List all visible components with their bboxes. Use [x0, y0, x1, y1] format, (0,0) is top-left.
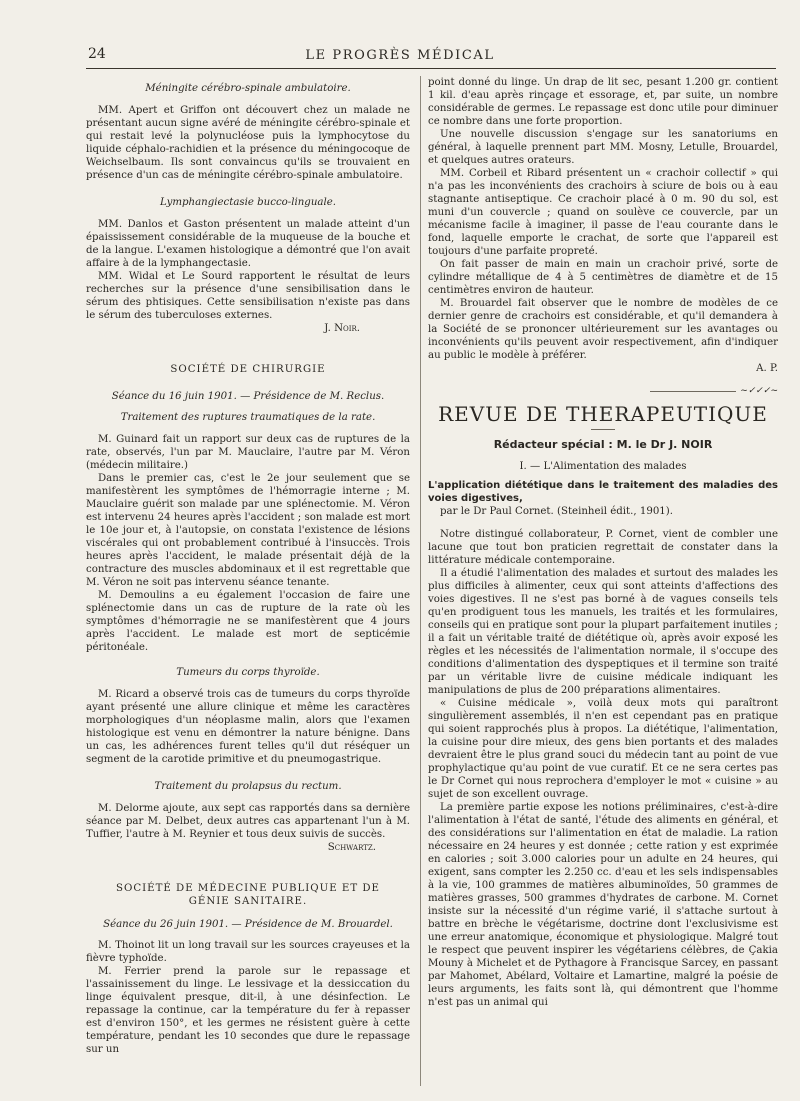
paragraph: M. Demoulins a eu également l'occasion de faire une splénectomie dans un cas de rupture de la rate où les symptômes d'hémorragie ne se manifestèrent que 4 jours après l'accident. Le malade est mort de septicémie péritonéale.	[86, 590, 410, 653]
left-column	[86, 76, 410, 1056]
signature: Schwartz.	[327, 842, 376, 853]
paragraph: point donné du linge. Un drap de lit sec, pesant 1.200 gr. contient 1 kil. d'eau après rinçage et essorage, et, par suite, un nombre considérable de germes. Le repassage est donc utile pour diminuer ce nombre dans une forte proportion.	[428, 77, 778, 127]
paragraph: M. Guinard fait un rapport sur deux cas de ruptures de la rate, observés, l'un par M. Mauclaire, l'autre par M. Véron (médecin militaire.)	[86, 434, 410, 471]
book-reference: par le Dr Paul Cornet. (Steinheil édit., 1901).	[440, 506, 673, 517]
section-heading: I. — L'Alimentation des malades	[519, 461, 687, 472]
paragraph: MM. Apert et Griffon ont découvert chez un malade ne présentant aucun signe avéré de méningite cérébro-spinale et qui restait levé la polynucléose puis la lymphocytose du liquide céphalo-rachidien et la présence du méningocoque de Weichselbaum. Ils sont convaincus qu'ils se trouvaient en présence d'un cas de méningite cérébro-spinale ambulatoire.	[86, 105, 410, 181]
section-title: Méningite cérébro-spinale ambulatoire.	[145, 83, 351, 94]
section-title: Tumeurs du corps thyroïde.	[176, 667, 320, 678]
society-title: SOCIÉTÉ DE MÉDECINE PUBLIQUE ET DE	[115, 883, 380, 894]
section-title: Traitement des ruptures traumatiques de la rate.	[120, 412, 376, 423]
paragraph: La première partie expose les notions préliminaires, c'est-à-dire l'alimentation à l'état de santé, l'étude des aliments en général, et des considérations sur l'alimentation en état de maladie. La ration nécessaire en 24 heures y est donnée ; cette ration y est exprimée en calories ; soit 3.000 calories pour un adulte en 24 heures, qui exigent, sans compter les 2.250 cc. d'eau et les sels indispensables à la vie, 100 grammes de matières albuminoïdes, 50 grammes de matières grasses, 500 grammes d'hydrates de carbone. M. Cornet insiste sur la nécessité d'un régime varié, il s'attache surtout à battre en brèche le végétarisme, doctrine dont l'exclusivisme est une erreur anatomique, économique et physiologique. Malgré tout le respect que peuvent inspirer les végétariens célèbres, de Çakia Mouny à Michelet et de Pythagore à Francisque Sarcey, en passant par Mahomet, Abélard, Voltaire et Lamartine, malgré la poésie de leurs arguments, les faits sont là, qui démontrent que l'homme n'est pas un animal qui	[428, 802, 778, 1008]
paragraph: MM. Corbeil et Ribard présentent un « crachoir collectif » qui n'a pas les inconvénients des crachoirs à sciure de bois ou à eau stagnante antiseptique. Ce crachoir placé à 0 m. 90 du sol, est muni d'un couvercle ; quand on soulève ce couvercle, par un mécanisme facile à imaginer, il passe de l'eau courante dans le fond, laquelle emporte le crachat, de sorte que l'appareil est toujours d'une parfaite propreté.	[428, 168, 778, 257]
section-title: Lymphangiectasie bucco-linguale.	[160, 197, 336, 208]
column-divider	[420, 76, 421, 1086]
section-separator: ~✓✓✓~	[428, 385, 778, 398]
paragraph: MM. Danlos et Gaston présentent un malade atteint d'un épaississement considérable de la muqueuse de la bouche et de la langue. L'examen histologique a démontré que l'on avait affaire à de la lymphangectasie.	[86, 219, 410, 269]
paragraph: Une nouvelle discussion s'engage sur les sanatoriums en général, à laquelle prennent part MM. Mosny, Letulle, Brouardel, et quelques autres orateurs.	[428, 129, 778, 166]
society-title: SOCIÉTÉ DE CHIRURGIE	[170, 364, 326, 375]
signature: A. P.	[756, 363, 778, 374]
seance-line: Séance du 16 juin 1901. — Présidence de M. Reclus.	[111, 391, 385, 402]
revue-title: REVUE DE THERAPEUTIQUE	[438, 402, 768, 426]
paragraph: Il a étudié l'alimentation des malades et surtout des malades les plus difficiles à alimenter, ceux qui sont atteints d'affections des voies digestives. Il ne s'est pas borné à de vagues conseils tels qu'en prodiguent tous les manuels, les traités et les formulaires, conseils qui en pratique sont pour la plupart parfaitement inutiles ; il a fait un véritable traité de diététique où, après avoir exposé les règles et les nécessités de l'alimentation normale, il s'occupe des conditions d'alimentation des dyspeptiques et il termine son traité par un véritable livre de cuisine médicale indiquant les manipulations de plus de 200 préparations alimentaires.	[428, 568, 778, 696]
header-rule	[86, 68, 776, 69]
paragraph: M. Thoinot lit un long travail sur les sources crayeuses et la fièvre typhoïde.	[86, 940, 410, 964]
right-column	[428, 76, 778, 1009]
paragraph: M. Delorme ajoute, aux sept cas rapportés dans sa dernière séance par M. Delbet, deux autres cas appartenant l'un à M. Tuffier, l'autre à M. Reynier et tous deux suivis de succès.	[86, 803, 410, 840]
paragraph: Dans le premier cas, c'est le 2e jour seulement que se manifestèrent les symptômes de l'hémorragie interne ; M. Mauclaire guérit son malade par une splénectomie. M. Véron est intervenu 24 heures après l'accident ; son malade est mort le 10e jour et, à l'autopsie, on constata l'existence de lésions viscérales qui ont probablement contribué à l'insuccès. Trois heures après l'accident, le malade présentait déjà de la contracture des muscles abdominaux et il est regrettable que M. Véron ne soit pas intervenu séance tenante.	[86, 473, 410, 588]
title-rule	[591, 429, 615, 430]
book-title: L'application diététique dans le traitement des maladies des voies digestives,	[428, 480, 778, 504]
paragraph: M. Brouardel fait observer que le nombre de modèles de ce dernier genre de crachoirs est considérable, et qu'il demandera à la Société de se prononcer ultérieurement sur les avantages ou inconvénients qu'ils peuvent avoir respectivement, afin d'indiquer au public le modèle à préférer.	[428, 298, 778, 361]
paragraph: M. Ricard a observé trois cas de tumeurs du corps thyroïde ayant présenté une allure clinique et même les caractères morphologiques d'un néoplasme malin, alors que l'examen histologique est venu en démontrer la nature bénigne. Dans un cas, les adhérences furent telles qu'il dut réséquer un segment de la carotide primitive et du pneumogastrique.	[86, 689, 410, 765]
paragraph: « Cuisine médicale », voilà deux mots qui paraîtront singulièrement assemblés, il n'en est cependant pas en pratique qui soient rapprochés plus à propos. La diététique, l'alimentation, la cuisine pour dire mieux, des gens bien portants et des malades devraient être le plus grand souci du médecin tant au point de vue prophylactique qu'au point de vue curatif. Et ce ne sera certes pas le Dr Cornet qui nous reprochera d'employer le mot « cuisine » au sujet de son excellent ouvrage.	[428, 698, 778, 800]
running-title: LE PROGRÈS MÉDICAL	[305, 48, 495, 63]
section-title: Traitement du prolapsus du rectum.	[154, 781, 342, 792]
redacteur-line: Rédacteur spécial : M. le Dr J. NOIR	[493, 438, 713, 451]
society-title: GÉNIE SANITAIRE.	[188, 896, 308, 907]
paragraph: MM. Widal et Le Sourd rapportent le résultat de leurs recherches sur la présence d'une sensibilisation dans le sérum des phtisiques. Cette sensibilisation n'existe pas dans le sérum des tuberculoses externes.	[86, 271, 410, 321]
signature: J. Noir.	[324, 323, 360, 334]
paragraph: M. Ferrier prend la parole sur le repassage et l'assainissement du linge. Le lessivage et la dessiccation du linge équivalent presque, dit-il, à une désinfection. Le repassage la continue, car la température du fer à repasser est d'environ 150°, et les germes ne résistent guère à cette température, pendant les 10 secondes que dure le repassage sur un	[86, 966, 410, 1055]
seance-line: Séance du 26 juin 1901. — Présidence de M. Brouardel.	[103, 919, 393, 930]
paragraph: Notre distingué collaborateur, P. Cornet, vient de combler une lacune que tout bon praticien regrettait de constater dans la littérature médicale contemporaine.	[428, 529, 778, 566]
paragraph: On fait passer de main en main un crachoir privé, sorte de cylindre métallique de 4 à 5 centimètres de diamètre et de 15 centimètres environ de hauteur.	[428, 259, 778, 296]
page-number: 24	[88, 46, 106, 62]
